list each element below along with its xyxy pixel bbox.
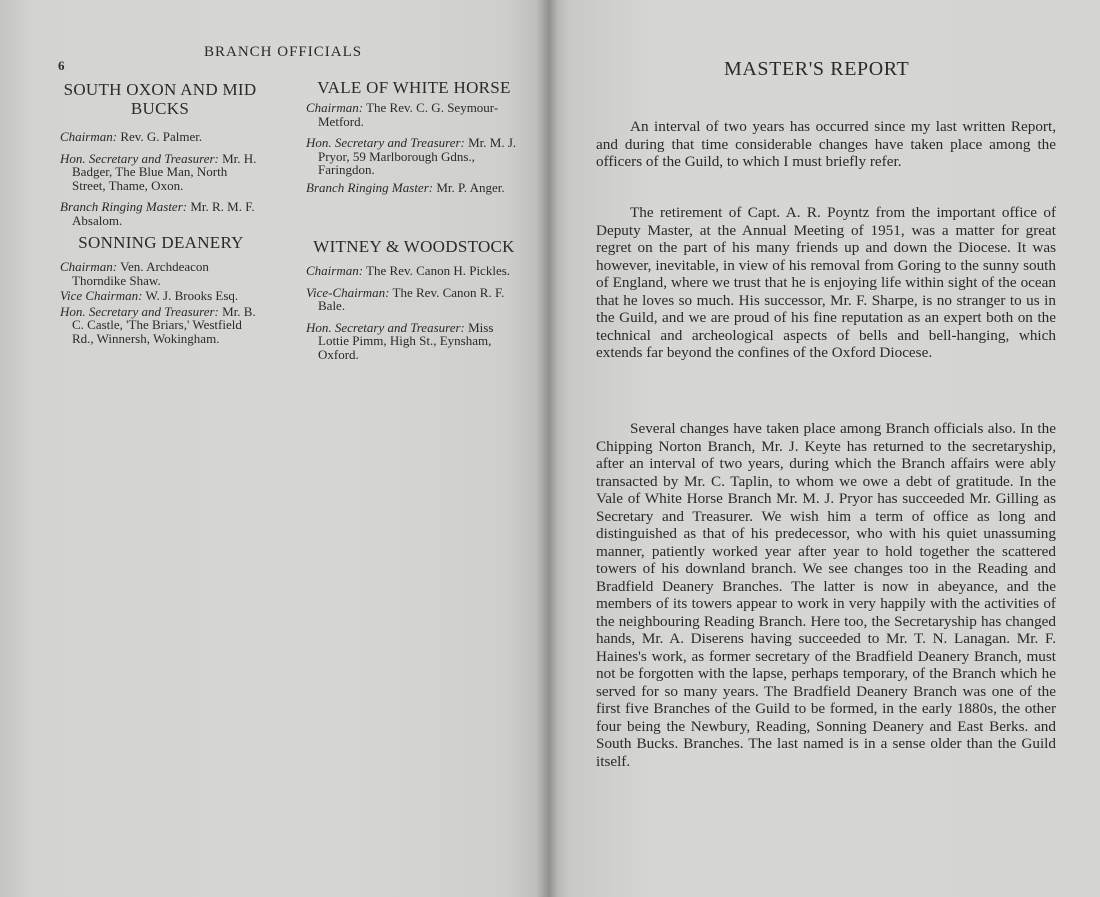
role-label: Hon. Secretary and Treasurer: bbox=[306, 135, 465, 150]
entry-vice-chairman bbox=[306, 286, 522, 313]
page-number: 6 bbox=[58, 58, 65, 73]
entry-text: Mr. P. Anger. bbox=[436, 179, 505, 195]
entry-secretary bbox=[60, 152, 260, 193]
entry-secretary bbox=[306, 136, 522, 177]
role-label: Chairman: bbox=[60, 259, 118, 274]
report-paragraph-1 bbox=[596, 118, 1056, 171]
entry-text: Rev. G. Palmer. bbox=[120, 129, 203, 144]
entry-text: Mr. H. Badger, The Blue Man, North Street, Thame, Oxon. bbox=[72, 150, 257, 193]
section-south-oxon bbox=[60, 80, 260, 235]
section-witney-woodstock bbox=[306, 237, 522, 369]
section-title: SONNING DEANERY bbox=[78, 233, 244, 252]
role-label: Chairman: bbox=[306, 100, 364, 115]
entry-secretary bbox=[60, 305, 262, 346]
entry-text: The Rev. Canon H. Pickles. bbox=[366, 263, 511, 278]
entry-text: Ven. Archdeacon Thorndike Shaw. bbox=[72, 259, 209, 288]
entry-text: Miss Lottie Pimm, High St., Eynsham, Oxford. bbox=[318, 319, 494, 362]
role-label: Vice Chairman: bbox=[60, 288, 143, 303]
entry-text: Mr. R. M. F. Absalom. bbox=[72, 199, 255, 228]
left-page bbox=[0, 0, 548, 897]
entry-chairman bbox=[306, 101, 522, 128]
report-paragraph-3 bbox=[596, 420, 1056, 770]
role-label: Vice-Chairman: bbox=[306, 284, 390, 300]
entry-chairman bbox=[60, 130, 260, 144]
paragraph-text: An interval of two years has occurred since my last written Report, and during that time considerable changes have taken place among the officers of the Guild, to which I must briefly refer. bbox=[596, 118, 1056, 170]
entry-chairman bbox=[60, 260, 262, 287]
paragraph-text: The retirement of Capt. A. R. Poyntz from the important office of Deputy Master, at the Annual Meeting of 1951, was a matter for great regret on the part of his many friends up and down the Diocese. It was however, inevitable, in view of his removal from Goring to the sunny south of England, where we trust that he is enjoying life within sight of the ocean that he loves so much. His successor, Mr. F. Sharpe, is no stranger to us in the Guild, and we are proud of his fine reputation as an expert both on the technical and archeological aspects of bells and bell-hanging, which extends far beyond the confines of the Oxford Diocese. bbox=[596, 204, 1056, 361]
running-head: BRANCH OFFICIALS bbox=[204, 44, 363, 60]
entry-ringing-master bbox=[60, 200, 260, 227]
role-label: Branch Ringing Master: bbox=[306, 179, 434, 195]
section-vale-white-horse bbox=[306, 78, 522, 202]
section-sonning-deanery bbox=[60, 233, 262, 353]
entry-ringing-master bbox=[306, 181, 522, 195]
entry-text: The Rev. Canon R. F. Bale. bbox=[318, 284, 505, 313]
role-label: Chairman: bbox=[60, 129, 118, 144]
role-label: Hon. Secretary and Treasurer: bbox=[306, 319, 465, 335]
role-label: Hon. Secretary and Treasurer: bbox=[60, 303, 219, 319]
section-title: SOUTH OXON AND MID BUCKS bbox=[63, 80, 257, 118]
role-label: Hon. Secretary and Treasurer: bbox=[60, 150, 219, 166]
role-label: Branch Ringing Master: bbox=[60, 199, 188, 214]
role-label: Chairman: bbox=[306, 263, 364, 278]
entry-secretary bbox=[306, 321, 522, 362]
entry-text: Mr. M. J. Pryor, 59 Marlborough Gdns., Faringdon. bbox=[318, 135, 517, 177]
paragraph-text: Several changes have taken place among Branch officials also. In the Chipping Norton Branch, Mr. J. Keyte has returned to the secretaryship, after an interval of two years, during which the Branch affairs were ably transacted by Mr. C. Taplin, to whom we owe a debt of gratitude. In the Vale of White Horse Branch Mr. M. J. Pryor has succeeded Mr. Gilling as Secretary and Treasurer. We wish him a term of office as long and distinguished as that of his predecessor, who with his quiet unassuming manner, patiently worked year after year to hold together the scattered towers of his downland branch. We see changes too in the Reading and Bradfield Deanery Branches. The latter is now in abeyance, and the members of its towers appear to work in very happily with the activities of the neighbouring Reading Branch. Here too, the Secretaryship has changed hands, Mr. A. Diserens having succeeded to Mr. T. N. Lanagan. Mr. F. Haines's work, as former secretary of the Bradfield Deanery Branch, must not be forgotten with the lapse, perhaps temporary, of the Branch which he served for so many years. The Bradfield Deanery Branch was one of the first five Branches of the Guild to be formed, in the early 1880s, the other four being the Newbury, Reading, Sonning Deanery and East Berks. and South Bucks. Branches. The last named is in a sense older than the Guild itself. bbox=[596, 420, 1056, 770]
section-title: VALE OF WHITE HORSE bbox=[317, 78, 511, 97]
entry-text: The Rev. C. G. Seymour-Metford. bbox=[318, 100, 499, 129]
report-title: MASTER'S REPORT bbox=[724, 58, 910, 80]
book-gutter bbox=[536, 0, 558, 897]
entry-chairman bbox=[306, 264, 522, 278]
section-title: WITNEY & WOODSTOCK bbox=[313, 237, 515, 256]
report-paragraph-2 bbox=[596, 204, 1056, 362]
entry-text: W. J. Brooks Esq. bbox=[145, 288, 239, 303]
entry-vice-chairman bbox=[60, 289, 262, 303]
entry-text: Mr. B. C. Castle, 'The Briars,' Westfield Rd., Winnersh, Wokingham. bbox=[72, 303, 256, 346]
